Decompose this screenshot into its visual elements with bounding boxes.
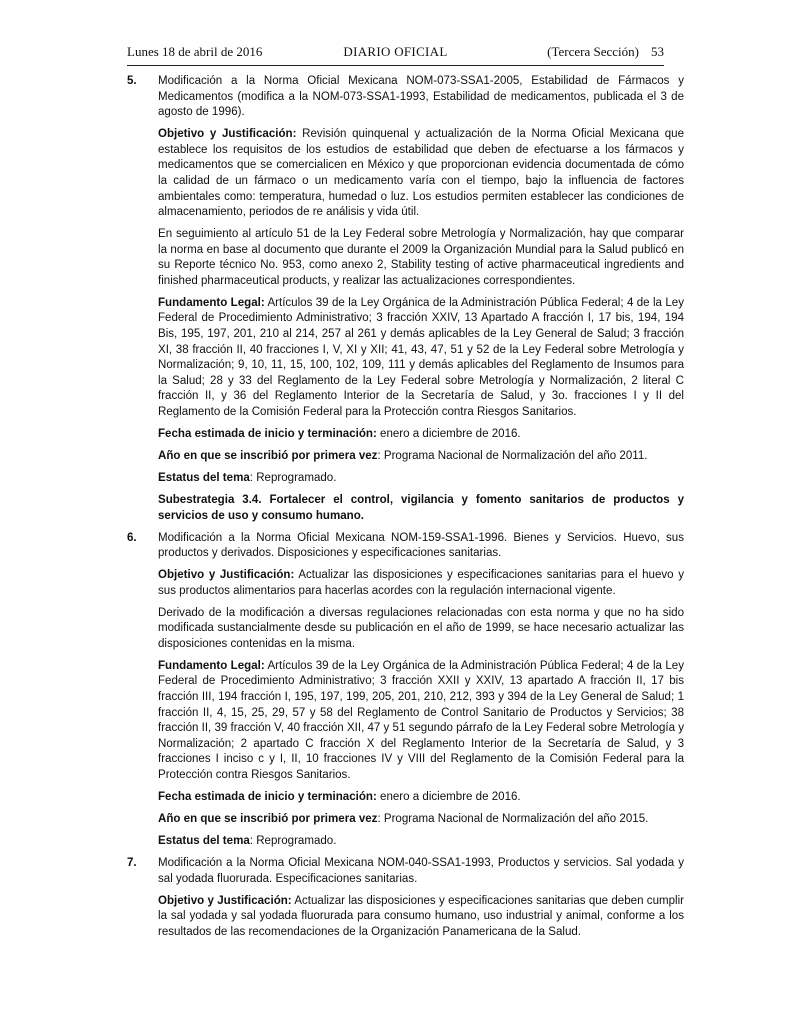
estatus-label: Estatus del tema (158, 472, 250, 484)
header-title: DIARIO OFICIAL (343, 44, 448, 59)
fundamento-paragraph (158, 659, 684, 784)
document-body (127, 74, 684, 947)
objetivo-text: Actualizar las disposiciones y especificaciones sanitarias para el huevo y sus productos alimentarios para hacerlas acordes con la regulación internacional vigente. (158, 569, 684, 597)
fecha-label: Fecha estimada de inicio y terminación: (158, 791, 377, 804)
header-page-number: 53 (651, 44, 664, 59)
estatus-paragraph: Estatus del tema: Reprogramado. (158, 472, 337, 484)
item-number: 7. (127, 856, 137, 869)
objetivo-label: Objetivo y Justificación: (158, 569, 295, 582)
list-item-6 (127, 531, 684, 850)
fecha-label: Fecha estimada de inicio y terminación: (158, 428, 377, 441)
objetivo-label: Objetivo y Justificación: (158, 128, 297, 141)
page-header (127, 44, 664, 66)
estatus-text: Reprogramado. (256, 835, 337, 847)
objetivo-text: Actualizar las disposiciones y especificaciones sanitarias que deben cumplir la sal yodada y sal yodada fluorurada para consumo humano, uso industrial y animal, conforme a los resultados de las recomendaciones de la Organización Panamericana de la Salud. (158, 894, 685, 938)
objetivo-paragraph (158, 568, 684, 599)
extra-paragraph: Derivado de la modificación a diversas regulaciones relacionadas con esta norma y que no ha sido modificada sustancialmente desde su publicación en el año de 1999, se hace necesario actualizar las disposiciones contenidas en la misma. (158, 606, 684, 650)
anio-label: Año en que se inscribió por primera vez (158, 813, 378, 826)
objetivo-paragraph (158, 894, 684, 941)
list-item-7 (127, 856, 684, 940)
estatus-text: Reprogramado. (256, 472, 337, 484)
item-title: Modificación a la Norma Oficial Mexicana NOM-159-SSA1-1996. Bienes y Servicios. Huevo, sus productos y derivados. Disposiciones y especificaciones sanitarias. (158, 531, 684, 560)
subestrategia-heading (158, 493, 684, 524)
extra-paragraph: En seguimiento al artículo 51 de la Ley Federal sobre Metrología y Normalización, hay que comparar la norma en base al documento que durante el 2009 la Organización Mundial para la Salud publicó en su Reporte técnico No. 953, como anexo 2, Stability testing of active pharmaceutical ingredients and finished pharmaceutical products, y realizar las actualizaciones correspondientes. (158, 228, 684, 287)
estatus-paragraph: Estatus del tema: Reprogramado. (158, 835, 337, 847)
fundamento-text: Artículos 39 de la Ley Orgánica de la Administración Pública Federal; 4 de la Ley Federal de Procedimiento Administrativo; 3 fracción XXII y XXIV, 13 apartado A fracción II, 17 bis fracción III, 194 fracción I, 195, 197, 199, 205, 201, 210, 212, 393 y 394 de la Ley General de Salud; 1 fracción II, 4, 15, 25, 29, 57 y 58 del Reglamento de Control Sanitario de Productos y Servicios; 38 fracción II, 39 fracción V, 40 fracción XII, 47 y 51 segundo párrafo de la Ley Federal sobre Metrología y Normalización; 2 apartado C fracción X del Reglamento Interior de la Secretaría de Salud, y 3 fracciones I inciso c y I, II, 10 fracciones IV y VIII del Reglamento de la Comisión Federal para la Protección contra Riesgos Sanitarios. (158, 659, 684, 782)
item-number: 5. (127, 75, 137, 87)
fecha-text: enero a diciembre de 2016. (380, 791, 521, 804)
objetivo-paragraph (158, 127, 684, 221)
fundamento-text: Artículos 39 de la Ley Orgánica de la Administración Pública Federal; 4 de la Ley Federal de Procedimiento Administrativo; 3 fracción XXIV, 13 Apartado A fracción I, 17 bis, 194, 194 Bis, 195, 197, 201, 210 al 214, 257 al 261 y demás aplicables de la Ley General de Salud; 3 fracción XI, 38 fracción II, 40 fracciones I, V, XI y XII; 41, 43, 47, 51 y 52 de la Ley Federal sobre Metrología y Normalización; 9, 10, 11, 15, 100, 102, 109, 111 y demás aplicables del Reglamento de Insumos para la Salud; 28 y 33 del Reglamento de la Ley Federal sobre Metrología y Normalización, 2 literal C fracción II, y 36 del Reglamento Interior de la Secretaría de Salud, y 3o. fracciones I y II del Reglamento de la Comisión Federal para la Protección contra Riesgos Sanitarios. (158, 296, 684, 419)
fecha-paragraph (158, 790, 684, 806)
anio-text: Programa Nacional de Normalización del año 2015. (383, 813, 649, 826)
anio-paragraph: Año en que se inscribió por primera vez: Programa Nacional de Normalización del año 2011. (158, 450, 648, 463)
item-title: Modificación a la Norma Oficial Mexicana NOM-073-SSA1-2005, Estabilidad de Fármacos y Medicamentos (modifica a la NOM-073-SSA1-1993, Estabilidad de medicamentos, publicada el 3 de agosto de 1996). (158, 75, 684, 119)
objetivo-text: Revisión quinquenal y actualización de la Norma Oficial Mexicana que establece los requisitos de los estudios de estabilidad que deben de efectuarse a los fármacos y medicamentos que se comercialicen en México y que proporcionan evidencia documentada de cómo la calidad de un fármaco o un medicamento varía con el tiempo, bajo la influencia de factores ambientales como: temperatura, humedad o luz. Los estudios permiten establecer las condiciones de almacenamiento, periodos de re análisis y vida útil. (158, 128, 684, 219)
header-section (547, 44, 664, 60)
fecha-paragraph (158, 427, 684, 443)
fundamento-label: Fundamento Legal: (158, 296, 265, 309)
fundamento-label: Fundamento Legal: (158, 659, 265, 672)
list-item-5 (127, 74, 684, 524)
header-section-label: (Tercera Sección) (547, 44, 639, 59)
anio-text: Programa Nacional de Normalización del año 2011. (383, 450, 648, 463)
fundamento-paragraph (158, 296, 684, 421)
header-date: Lunes 18 de abril de 2016 (127, 44, 263, 59)
anio-label: Año en que se inscribió por primera vez (158, 450, 378, 463)
item-number: 6. (127, 531, 137, 544)
fecha-text: enero a diciembre de 2016. (380, 428, 521, 441)
objetivo-label: Objetivo y Justificación: (158, 894, 292, 907)
anio-paragraph: Año en que se inscribió por primera vez: Programa Nacional de Normalización del año 2015. (158, 813, 649, 826)
subestrategia-text: Subestrategia 3.4. Fortalecer el control, vigilancia y fomento sanitarios de productos y servicios de uso y consumo humano. (158, 493, 684, 522)
item-title: Modificación a la Norma Oficial Mexicana NOM-040-SSA1-1993, Productos y servicios. Sal yodada y sal yodada fluorurada. Especificaciones sanitarias. (158, 856, 684, 885)
estatus-label: Estatus del tema (158, 835, 250, 847)
